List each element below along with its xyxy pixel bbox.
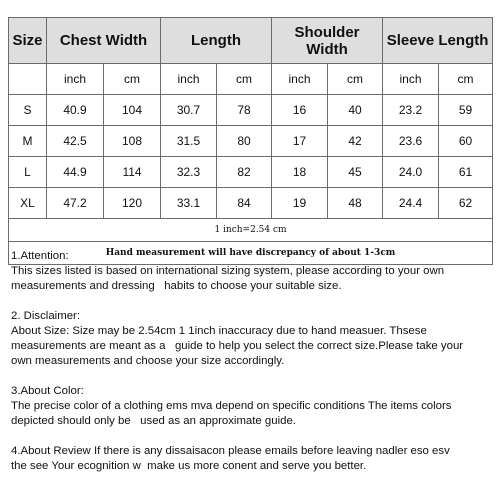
table-cell: 24.4 [383,188,439,219]
chest-width-header: Chest Width [47,18,161,64]
table-cell: 62 [439,188,493,219]
review-note [11,444,495,474]
unit-cell: inch [383,64,439,95]
table-cell: 108 [104,126,161,157]
header-row [9,18,493,64]
units-blank-cell [9,64,47,95]
unit-cell: cm [217,64,272,95]
conversion-note: 1 inch=2.54 cm [9,219,493,242]
note-title: 1.Attention: [11,250,69,262]
table-cell: 47.2 [47,188,104,219]
table-cell: 23.2 [383,95,439,126]
table-cell: 104 [104,95,161,126]
size-chart-table [8,17,493,265]
disclaimer-note [11,309,495,369]
unit-cell: inch [47,64,104,95]
size-label: S [9,95,47,126]
note-line: depicted should only be used as an approximate guide. [11,415,296,427]
note-line: measurements and dressing habits to choose your suitable size. [11,280,342,292]
table-row [9,188,493,219]
size-label: XL [9,188,47,219]
table-cell: 84 [217,188,272,219]
size-label: L [9,157,47,188]
table-cell: 33.1 [161,188,217,219]
table-cell: 80 [217,126,272,157]
color-note [11,384,495,429]
notes-section [11,249,495,489]
note-line: 4.About Review If there is any dissaisacon please emails before leaving nadler eso esv [11,445,450,457]
table-cell: 24.0 [383,157,439,188]
note-line: the see Your ecognition w make us more conent and serve you better. [11,460,367,472]
table-cell: 16 [272,95,328,126]
note-line: own measurements and choose your size accordingly. [11,355,285,367]
table-row [9,126,493,157]
table-cell: 42.5 [47,126,104,157]
table-cell: 19 [272,188,328,219]
note-title: 2. Disclaimer: [11,310,80,322]
table-cell: 45 [328,157,383,188]
table-cell: 17 [272,126,328,157]
table-cell: 82 [217,157,272,188]
length-header: Length [161,18,272,64]
table-cell: 60 [439,126,493,157]
sleeve-length-header: Sleeve Length [383,18,493,64]
table-cell: 78 [217,95,272,126]
table-cell: 18 [272,157,328,188]
table-cell: 31.5 [161,126,217,157]
note-line: About Size: Size may be 2.54cm 1 1inch inaccuracy due to hand measuer. Thsese [11,325,427,337]
table-row [9,157,493,188]
units-row [9,64,493,95]
unit-cell: cm [104,64,161,95]
table-cell: 40 [328,95,383,126]
table-cell: 44.9 [47,157,104,188]
table-cell: 40.9 [47,95,104,126]
note-line: measurements are meant as a guide to help you select the correct size.Please take your [11,340,464,352]
table-cell: 120 [104,188,161,219]
table-cell: 32.3 [161,157,217,188]
note-line: This sizes listed is based on international sizing system, please according to your own [11,265,445,277]
unit-cell: cm [439,64,493,95]
unit-cell: inch [272,64,328,95]
shoulder-width-header: Shoulder Width [272,18,383,64]
attention-note [11,249,495,294]
size-header: Size [9,18,47,64]
unit-cell: cm [328,64,383,95]
table-cell: 42 [328,126,383,157]
table-cell: 48 [328,188,383,219]
table-cell: 61 [439,157,493,188]
table-cell: 23.6 [383,126,439,157]
table-cell: 59 [439,95,493,126]
note-title: 3.About Color: [11,385,84,397]
unit-cell: inch [161,64,217,95]
table-cell: 30.7 [161,95,217,126]
table-row [9,95,493,126]
note-line: The precise color of a clothing ems mva depend on specific conditions The items colors [11,400,452,412]
table-cell: 114 [104,157,161,188]
conversion-row [9,219,493,242]
measurement-note: Hand measurement will have discrepancy of about 1-3cm [9,242,493,265]
size-label: M [9,126,47,157]
